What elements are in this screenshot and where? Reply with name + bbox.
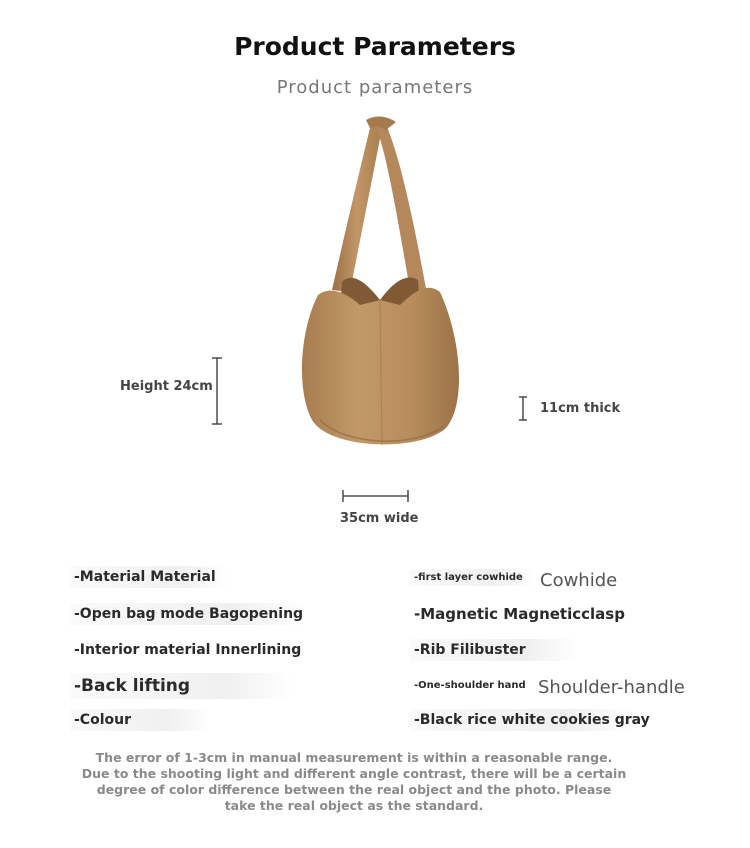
spec-tag: -first layer cowhide — [410, 569, 533, 586]
spec-label: -Interior material Innerlining — [74, 642, 302, 658]
spec-row-colour — [0, 709, 750, 739]
thickness-marker — [519, 397, 527, 420]
spec-label: -Back lifting — [70, 673, 292, 699]
bag-strap-back — [376, 120, 428, 302]
spec-tag: -One-shoulder hand — [414, 680, 526, 691]
spec-label: -Material Material — [70, 566, 228, 588]
thickness-label: 11cm thick — [540, 401, 621, 416]
spec-row-lining — [0, 639, 750, 669]
spec-label: -Open bag mode Bagopening — [70, 603, 306, 625]
height-label: Height 24cm — [120, 379, 213, 394]
page-title: Product Parameters — [234, 32, 516, 61]
spec-tag: -Black rice white cookies gray — [410, 709, 636, 731]
disclaimer-note: The error of 1-3cm in manual measurement is within a reasonable range. Due to the shooting light and different angle contrast, there will be a certain degree of color difference between the real object and the photo. Please take the real object as the standard. — [81, 750, 627, 813]
spec-value: Shoulder-handle — [538, 677, 685, 698]
width-label: 35cm wide — [340, 511, 419, 526]
spec-row-lifting — [0, 673, 750, 703]
spec-label: -Colour — [70, 709, 210, 731]
width-marker — [343, 490, 408, 502]
spec-value: Cowhide — [540, 570, 618, 591]
spec-row-opening — [0, 603, 750, 633]
bag-strap — [332, 120, 382, 292]
page-subtitle: Product parameters — [276, 77, 474, 98]
spec-tag: -Magnetic Magneticclasp — [414, 605, 625, 623]
spec-tag: -Rib Filibuster — [410, 639, 578, 661]
height-marker — [212, 358, 222, 424]
spec-row-material — [0, 566, 750, 596]
